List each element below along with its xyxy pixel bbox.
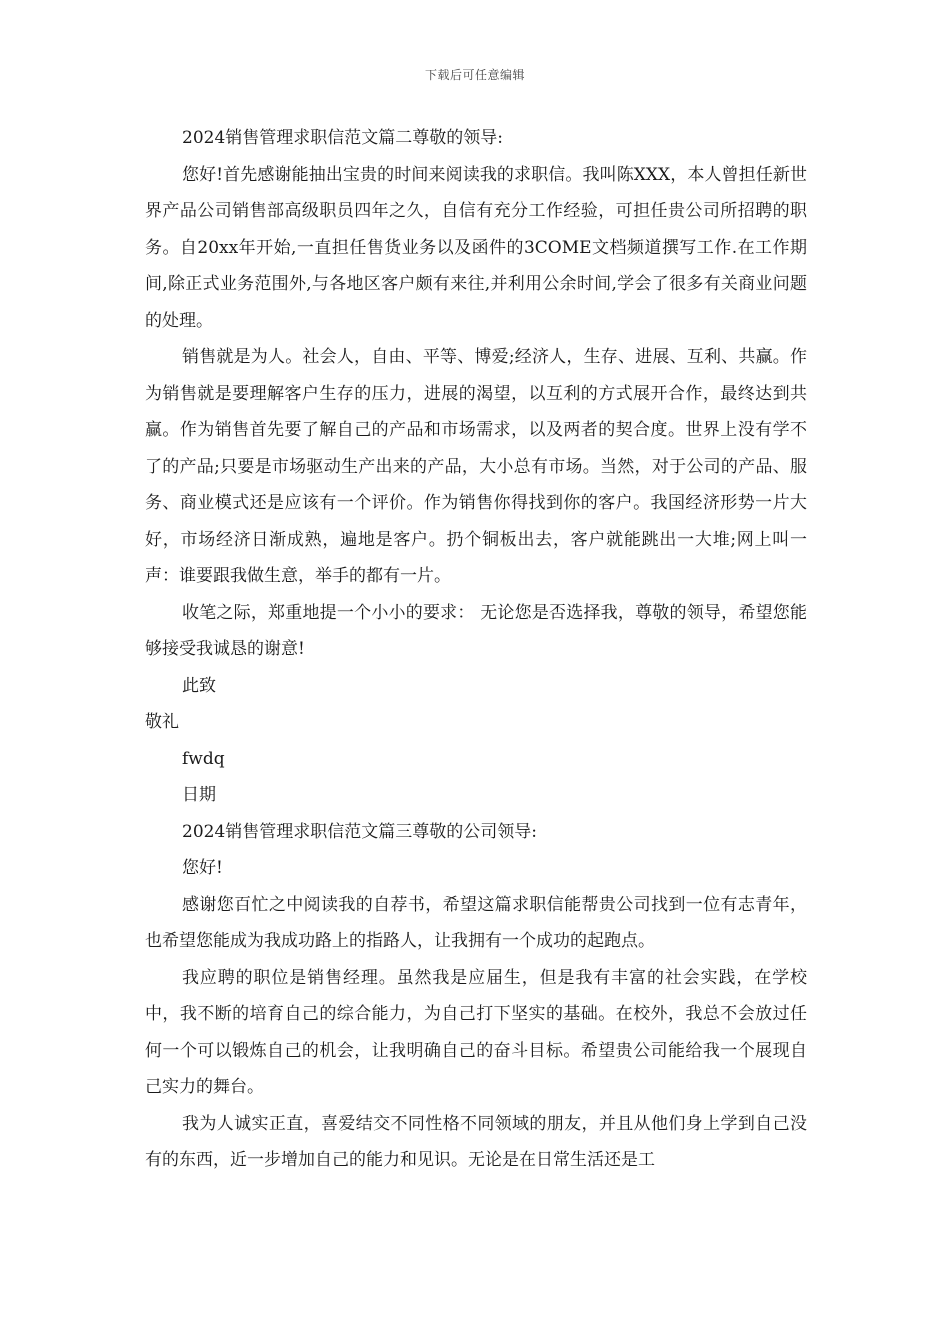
signature: fwdq [182, 748, 225, 769]
document-body [145, 120, 807, 1179]
paragraph-position: 我应聘的职位是销售经理。虽然我是应届生，但是我有丰富的社会实践，在学校中，我不断的培育自己的综合能力，为自己打下坚实的基础。在校外，我总不会放过任何一个可以锻炼自己的机会，让我明确自己的奋斗目标。希望贵公司能给我一个展现自己实力的舞台。 [145, 967, 807, 1097]
paragraph-character: 我为人诚实正直，喜爱结交不同性格不同领域的朋友，并且从他们身上学到自己没有的东西，近一步增加自己的能力和见识。无论是在日常生活还是工 [145, 1113, 807, 1170]
page-header-note: 下载后可任意编辑 [424, 68, 525, 82]
date-label: 日期 [182, 785, 216, 805]
paragraph-thanks: 感谢您百忙之中阅读我的自荐书，希望这篇求职信能帮贵公司找到一位有志青年，也希望您能成为我成功路上的指路人，让我拥有一个成功的起跑点。 [145, 894, 807, 951]
paragraph-intro: 您好!首先感谢能抽出宝贵的时间来阅读我的求职信。我叫陈XXX，本人曾担任新世界产品公司销售部高级职员四年之久，自信有充分工作经验，可担任贵公司所招聘的职务。自20xx年开始,一直担任售货业务以及函件的3COME文档频道撰写工作.在工作期间,除正式业务范围外,与各地区客户颇有来往,并利用公余时间,学会了很多有关商业问题的处理。 [145, 164, 807, 331]
heading-letter-two: 2024销售管理求职信范文篇二尊敬的领导: [182, 128, 503, 148]
paragraph-sales: 销售就是为人。社会人，自由、平等、博爱;经济人，生存、进展、互利、共赢。作为销售就是要理解客户生存的压力，进展的渴望，以互利的方式展开合作，最终达到共赢。作为销售首先要了解自己的产品和市场需求，以及两者的契合度。世界上没有学不了的产品;只要是市场驱动生产出来的产品，大小总有市场。当然，对于公司的产品、服务、商业模式还是应该有一个评价。作为销售你得找到你的客户。我国经济形势一片大好，市场经济日渐成熟，遍地是客户。扔个铜板出去，客户就能跳出一大堆;网上叫一声：谁要跟我做生意，举手的都有一片。 [145, 347, 807, 586]
paragraph-closing-request: 收笔之际，郑重地提一个小小的要求： 无论您是否选择我，尊敬的领导，希望您能够接受我诚恳的谢意! [145, 602, 807, 659]
greeting: 您好! [182, 858, 223, 878]
salutation-jingli: 敬礼 [145, 712, 179, 732]
salutation-cizhi: 此致 [182, 675, 216, 696]
heading-letter-three: 2024销售管理求职信范文篇三尊敬的公司领导: [182, 821, 537, 842]
